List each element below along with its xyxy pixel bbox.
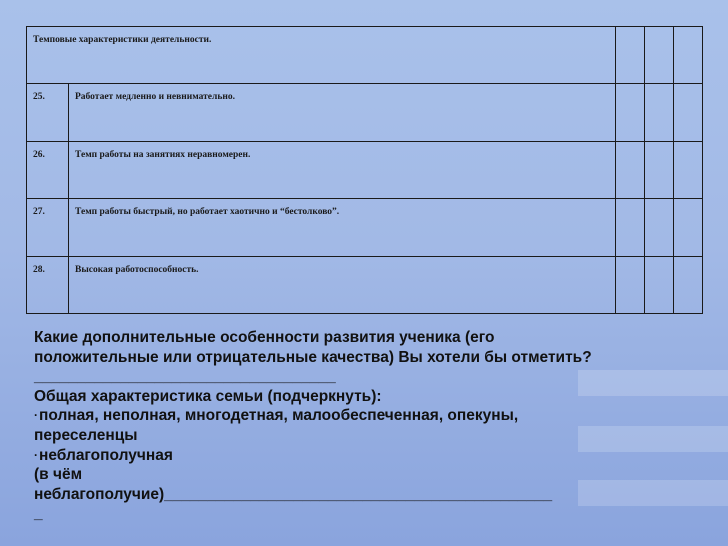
mark-cell[interactable] [674, 141, 703, 198]
question-line: положительные или отрицательные качества) Вы хотели бы отметить? [34, 348, 592, 366]
family-options-line: переселенцы [34, 426, 138, 444]
mark-cell[interactable] [616, 256, 645, 313]
table-header-row [27, 27, 703, 84]
row-number: 28. [27, 256, 69, 313]
mark-cell[interactable] [616, 84, 645, 141]
mark-cell[interactable] [674, 199, 703, 256]
row-text: Работает медленно и невнимательно. [69, 84, 616, 141]
mark-cell[interactable] [616, 141, 645, 198]
mark-cell[interactable] [674, 84, 703, 141]
table-header-cell: Темповые характеристики деятельности. [27, 27, 616, 84]
mark-cell[interactable] [645, 141, 674, 198]
mark-cell[interactable] [645, 27, 674, 84]
row-text: Темп работы быстрый, но работает хаотично и “бестолково”. [69, 199, 616, 256]
mark-cell[interactable] [674, 27, 703, 84]
row-text: Темп работы на занятиях неравномерен. [69, 141, 616, 198]
row-number: 25. [27, 84, 69, 141]
row-number: 27. [27, 199, 69, 256]
row-text: Высокая работоспособность. [69, 256, 616, 313]
mark-cell[interactable] [616, 27, 645, 84]
row-number: 26. [27, 141, 69, 198]
trouble-answer-line[interactable]: неблагополучие)_____________________________________________ [34, 485, 553, 503]
paren-line: (в чём [34, 466, 83, 484]
questionnaire-text [34, 328, 714, 524]
table-row [27, 84, 703, 141]
mark-cell[interactable] [616, 199, 645, 256]
table-row [27, 256, 703, 313]
mark-cell[interactable] [645, 256, 674, 313]
activity-pace-table [26, 26, 703, 314]
family-options-line: · полная, неполная, многодетная, малообеспеченная, опекуны, [34, 406, 714, 426]
answer-line[interactable]: ___________________________________ [34, 368, 336, 386]
mark-cell[interactable] [645, 84, 674, 141]
table-row [27, 141, 703, 198]
trailing-underscore: _ [34, 505, 43, 523]
family-title: Общая характеристика семьи (подчеркнуть): [34, 387, 382, 405]
mark-cell[interactable] [674, 256, 703, 313]
table-row [27, 199, 703, 256]
mark-cell[interactable] [645, 199, 674, 256]
question-line: Какие дополнительные особенности развития ученика (его [34, 329, 495, 346]
family-trouble-option: · неблагополучная [34, 446, 714, 466]
